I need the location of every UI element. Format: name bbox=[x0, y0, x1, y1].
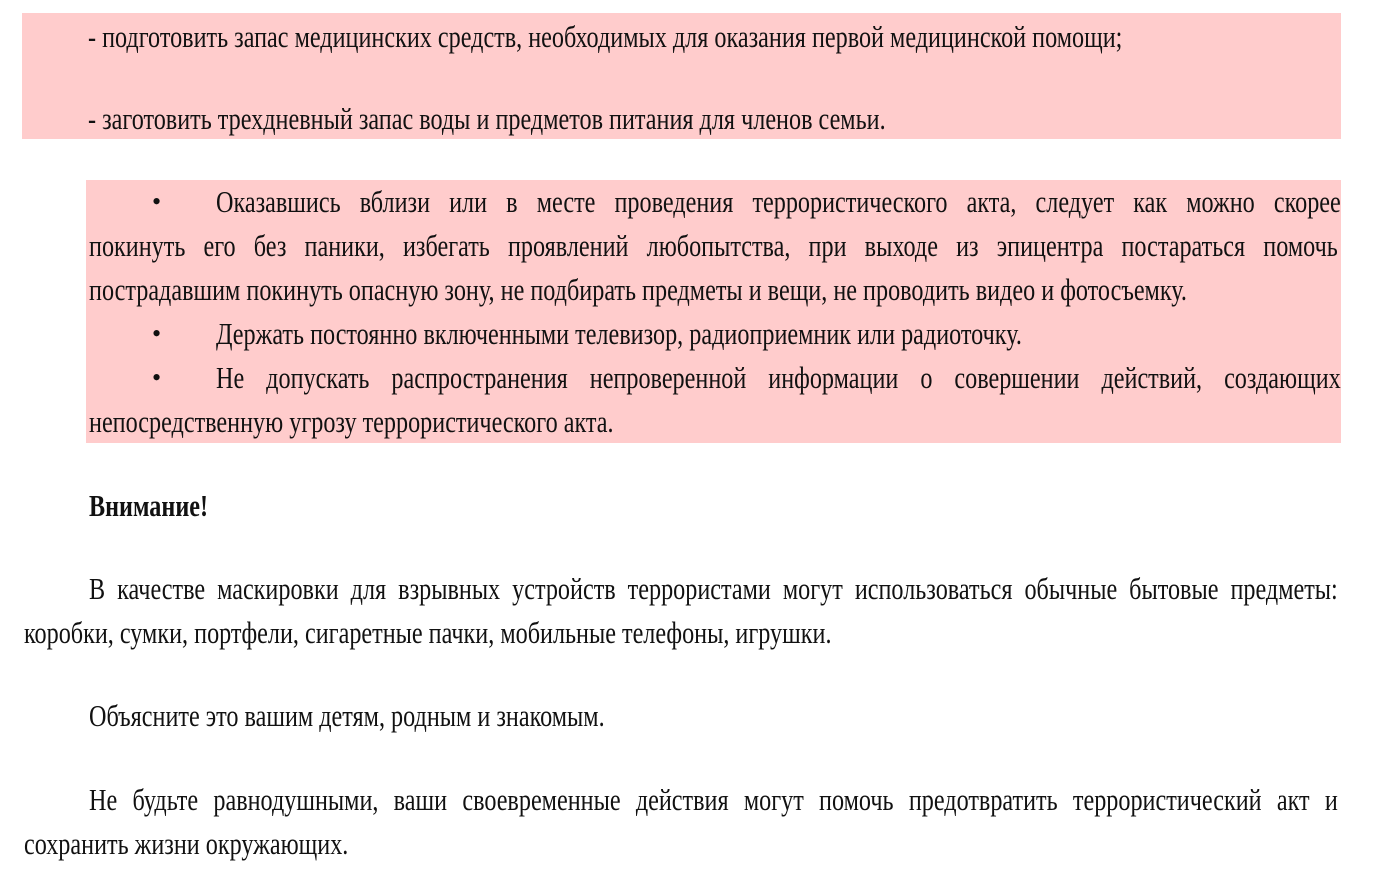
highlighted-bullets-block bbox=[86, 180, 1341, 443]
bullet-icon: • bbox=[152, 363, 162, 392]
medical-supplies-line: - подготовить запас медицинских средств, необходимых для оказания первой медицинской помощи; bbox=[88, 19, 1123, 54]
bullet-item-1-line-1: Оказавшись вблизи или в месте проведения террористического акта, следует как можно скорее bbox=[216, 184, 1341, 219]
bullet-item-3-line-1: Не допускать распространения непроверенной информации о совершении действий, создающих bbox=[216, 360, 1341, 395]
indifference-paragraph-line-2: сохранить жизни окружающих. bbox=[24, 826, 349, 861]
bullet-icon: • bbox=[152, 319, 162, 348]
disguise-paragraph-line-1: В качестве маскировки для взрывных устройств террористами могут использоваться обычные бытовые предметы: bbox=[89, 571, 1338, 606]
water-food-supplies-line: - заготовить трехдневный запас воды и предметов питания для членов семьи. bbox=[88, 101, 886, 136]
bullet-item-1-line-3: пострадавшим покинуть опасную зону, не подбирать предметы и вещи, не проводить видео и фотосъемку. bbox=[89, 272, 1187, 307]
disguise-paragraph-line-2: коробки, сумки, портфели, сигаретные пачки, мобильные телефоны, игрушки. bbox=[24, 615, 832, 650]
indifference-paragraph-line-1: Не будьте равнодушными, ваши своевременные действия могут помочь предотвратить террористический акт и bbox=[89, 782, 1338, 817]
bullet-item-3-line-2: непосредственную угрозу террористического акта. bbox=[89, 404, 614, 439]
bullet-item-2-line-1: Держать постоянно включенными телевизор, радиоприемник или радиоточку. bbox=[216, 316, 1022, 351]
bullet-icon: • bbox=[152, 187, 162, 216]
explain-paragraph: Объясните это вашим детям, родным и знакомым. bbox=[89, 698, 605, 733]
highlighted-supplies-block bbox=[22, 13, 1341, 139]
bullet-item-1-line-2: покинуть его без паники, избегать проявлений любопытства, при выходе из эпицентра постараться помочь bbox=[89, 228, 1338, 263]
attention-heading: Внимание! bbox=[89, 488, 209, 523]
